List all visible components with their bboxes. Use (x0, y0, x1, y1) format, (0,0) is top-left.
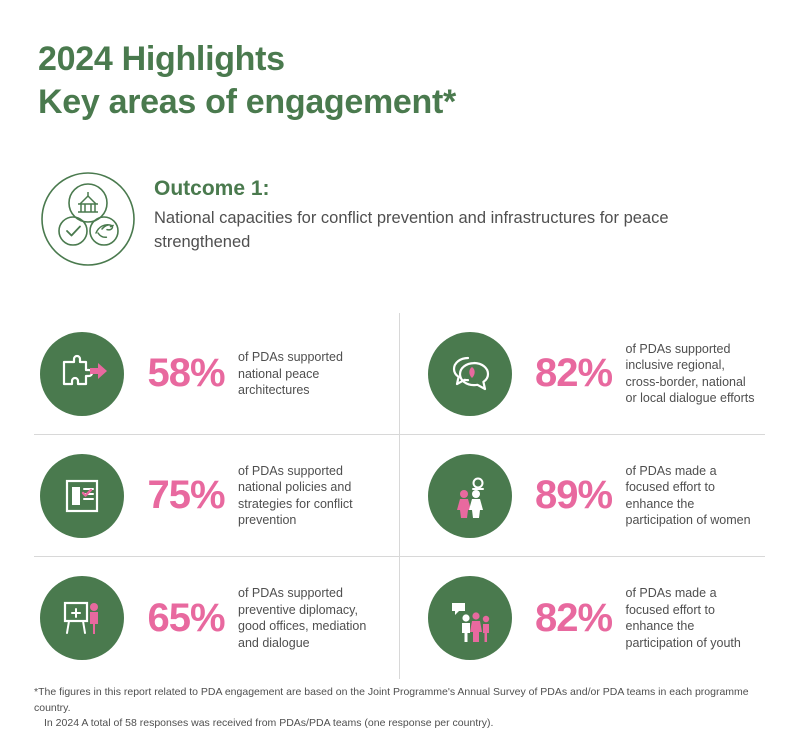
stat-item (34, 435, 400, 557)
stat-description: of PDAs supported national peace architectures (238, 349, 343, 398)
footnote-line-2: In 2024 A total of 58 responses was received from PDAs/PDA teams (one response per country). (44, 717, 494, 730)
footnote (34, 685, 765, 732)
stat-description: of PDAs supported national policies and strategies for conflict prevention (238, 463, 353, 528)
youth-group-icon (428, 576, 512, 660)
stat-value: 75% (147, 473, 225, 518)
outcome-text (154, 171, 724, 254)
puzzle-arrow-icon (40, 332, 124, 416)
stat-description: of PDAs supported preventive diplomacy, good offices, mediation and dialogue (238, 586, 367, 650)
stat-description: of PDAs made a focused effort to enhance the participation of women (625, 463, 751, 528)
stat-item (400, 557, 766, 679)
stat-item (400, 435, 766, 557)
outcome-section (40, 171, 765, 267)
footnote-line-1: *The figures in this report related to PDA engagement are based on the Joint Programme's Annual Survey of PDAs and/or PDA teams in each programme country. (34, 685, 749, 714)
speech-bubbles-icon (428, 332, 512, 416)
flipchart-presenter-icon (40, 576, 124, 660)
stat-item (400, 313, 766, 435)
title-line-1: 2024 Highlights (38, 40, 285, 78)
stat-value: 65% (147, 595, 225, 640)
stat-item (34, 313, 400, 435)
stats-grid (34, 313, 765, 679)
peace-emblem-icon (40, 171, 136, 267)
stat-item (34, 557, 400, 679)
outcome-label: Outcome 1: (154, 177, 270, 201)
stat-value: 82% (534, 351, 613, 396)
document-checklist-icon (40, 454, 124, 538)
stat-value: 82% (534, 595, 613, 640)
stat-description: of PDAs made a focused effort to enhance the participation of youth (625, 586, 741, 650)
two-women-icon (428, 454, 512, 538)
stat-value: 58% (147, 351, 225, 396)
outcome-description: National capacities for conflict prevention and infrastructures for peace strengthened (154, 209, 669, 251)
stat-description: of PDAs supported inclusive regional, cross-border, national or local dialogue efforts (625, 341, 755, 406)
title-line-2: Key areas of engagement* (38, 83, 456, 122)
page-title (38, 38, 765, 124)
stat-value: 89% (534, 473, 613, 518)
